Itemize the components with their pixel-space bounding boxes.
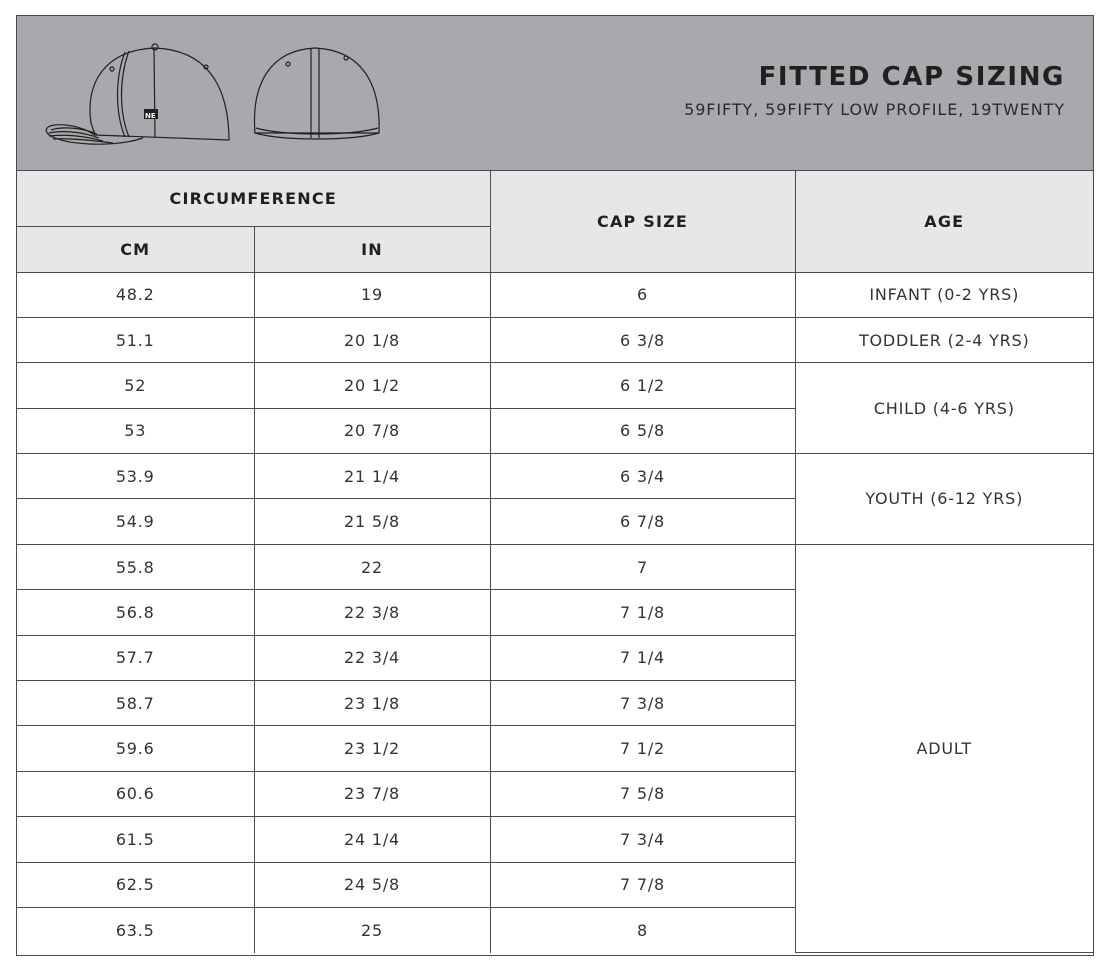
in-cell: 24 1/4 — [254, 817, 490, 862]
cap-size-cell: 7 1/4 — [490, 635, 795, 680]
cap-size-cell: 7 1/2 — [490, 726, 795, 771]
cm-cell: 63.5 — [17, 907, 254, 952]
table-row — [17, 454, 1093, 499]
age-cell-infant: INFANT (0-2 YRS) — [795, 272, 1093, 317]
cap-size-cell: 6 — [490, 272, 795, 317]
page-title: FITTED CAP SIZING — [758, 62, 1065, 92]
cap-illustrations — [43, 38, 383, 148]
cap-size-cell: 7 5/8 — [490, 771, 795, 816]
cap-size-cell: 6 7/8 — [490, 499, 795, 544]
cap-size-cell: 7 3/8 — [490, 681, 795, 726]
age-cell-adult: ADULT — [795, 544, 1093, 953]
cm-cell: 60.6 — [17, 771, 254, 816]
table-row — [17, 272, 1093, 317]
cm-cell: 52 — [17, 363, 254, 408]
in-cell: 21 5/8 — [254, 499, 490, 544]
age-cell-child: CHILD (4-6 YRS) — [795, 363, 1093, 454]
table-row — [17, 363, 1093, 408]
in-cell: 23 1/2 — [254, 726, 490, 771]
cap-size-cell: 7 7/8 — [490, 862, 795, 907]
cm-cell: 48.2 — [17, 272, 254, 317]
in-cell: 22 3/4 — [254, 635, 490, 680]
cm-cell: 57.7 — [17, 635, 254, 680]
cap-size-header: CAP SIZE — [490, 171, 795, 272]
in-cell: 25 — [254, 907, 490, 952]
table-row — [17, 317, 1093, 362]
cap-size-cell: 6 3/4 — [490, 454, 795, 499]
in-cell: 23 7/8 — [254, 771, 490, 816]
cm-cell: 51.1 — [17, 317, 254, 362]
cm-cell: 59.6 — [17, 726, 254, 771]
cm-cell: 53.9 — [17, 454, 254, 499]
in-cell: 21 1/4 — [254, 454, 490, 499]
cap-size-cell: 6 1/2 — [490, 363, 795, 408]
age-cell-youth: YOUTH (6-12 YRS) — [795, 454, 1093, 545]
cm-cell: 53 — [17, 408, 254, 453]
in-cell: 24 5/8 — [254, 862, 490, 907]
cap-size-cell: 7 — [490, 544, 795, 589]
size-chart — [16, 15, 1094, 956]
in-cell: 19 — [254, 272, 490, 317]
age-cell-toddler: TODDLER (2-4 YRS) — [795, 317, 1093, 362]
cm-cell: 61.5 — [17, 817, 254, 862]
cap-size-cell: 8 — [490, 907, 795, 952]
title-block — [684, 62, 1065, 119]
cm-cell: 55.8 — [17, 544, 254, 589]
circumference-header: CIRCUMFERENCE — [17, 171, 490, 226]
in-cell: 20 7/8 — [254, 408, 490, 453]
header-banner — [17, 16, 1093, 171]
in-cell: 22 — [254, 544, 490, 589]
page-subtitle: 59FIFTY, 59FIFTY LOW PROFILE, 19TWENTY — [684, 100, 1065, 119]
in-cell: 20 1/2 — [254, 363, 490, 408]
svg-text:NE: NE — [145, 112, 156, 120]
cm-cell: 58.7 — [17, 681, 254, 726]
cm-cell: 54.9 — [17, 499, 254, 544]
cm-cell: 62.5 — [17, 862, 254, 907]
cap-size-cell: 6 3/8 — [490, 317, 795, 362]
size-table — [17, 171, 1093, 953]
in-cell: 23 1/8 — [254, 681, 490, 726]
cap-size-cell: 7 3/4 — [490, 817, 795, 862]
cm-cell: 56.8 — [17, 590, 254, 635]
cap-size-cell: 7 1/8 — [490, 590, 795, 635]
cm-header: CM — [17, 226, 254, 272]
in-header: IN — [254, 226, 490, 272]
in-cell: 20 1/8 — [254, 317, 490, 362]
cap-size-cell: 6 5/8 — [490, 408, 795, 453]
table-row — [17, 544, 1093, 589]
age-header: AGE — [795, 171, 1093, 272]
cap-back-view-icon — [255, 48, 380, 139]
cap-side-view-icon — [46, 44, 229, 144]
in-cell: 22 3/8 — [254, 590, 490, 635]
